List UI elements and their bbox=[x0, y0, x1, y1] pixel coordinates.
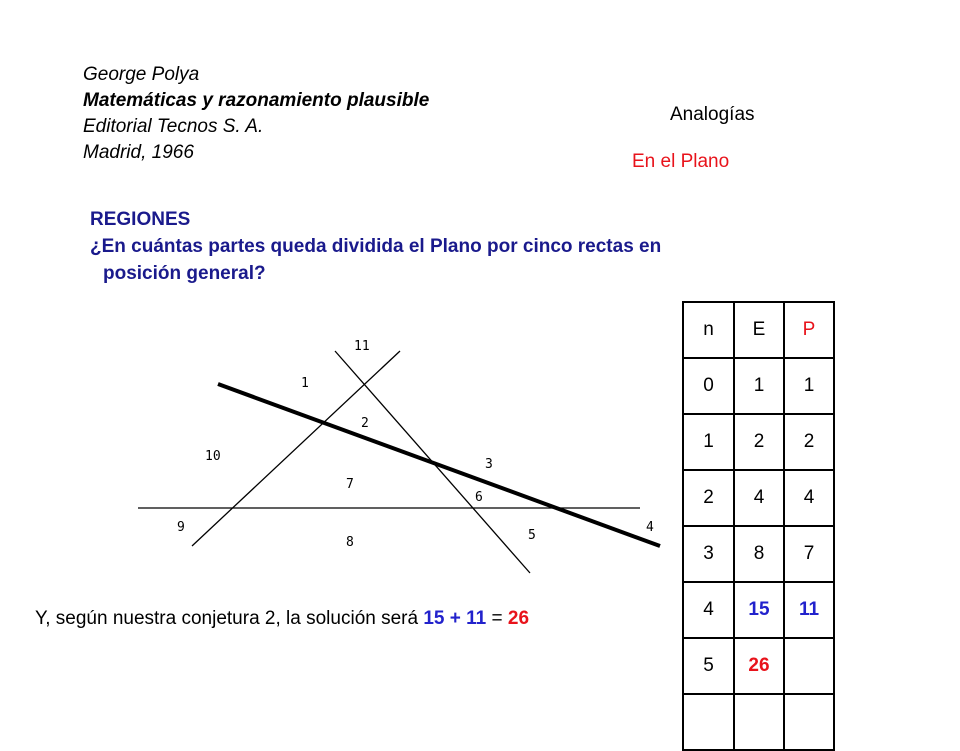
cell-empty bbox=[734, 694, 784, 750]
header-n: n bbox=[683, 302, 734, 358]
cell-e: 1 bbox=[734, 358, 784, 414]
cell-e-highlight: 15 bbox=[734, 582, 784, 638]
region-label-4: 4 bbox=[646, 520, 654, 535]
cell-n: 0 bbox=[683, 358, 734, 414]
problem-statement bbox=[90, 206, 661, 287]
cell-e-result: 26 bbox=[734, 638, 784, 694]
table-row bbox=[683, 470, 834, 526]
cell-p: 1 bbox=[784, 358, 834, 414]
line-thick-diagonal bbox=[218, 384, 660, 546]
region-label-7: 7 bbox=[346, 477, 354, 492]
cell-n: 3 bbox=[683, 526, 734, 582]
cell-p-highlight: 11 bbox=[784, 582, 834, 638]
sequence-table bbox=[682, 301, 835, 751]
table-row bbox=[683, 694, 834, 750]
header-p: P bbox=[784, 302, 834, 358]
line-steep-left bbox=[192, 351, 400, 546]
cell-n: 5 bbox=[683, 638, 734, 694]
table-row bbox=[683, 414, 834, 470]
table-row bbox=[683, 358, 834, 414]
conclusion-lead: Y, según nuestra conjetura 2, la solución será bbox=[35, 608, 424, 629]
conclusion-result: 26 bbox=[507, 608, 530, 629]
topic-heading: Analogías bbox=[670, 104, 755, 125]
table-header-row bbox=[683, 302, 834, 358]
cell-p: 4 bbox=[784, 470, 834, 526]
bibliographic-reference bbox=[83, 62, 429, 166]
region-label-10: 10 bbox=[205, 449, 221, 464]
region-label-6: 6 bbox=[475, 490, 483, 505]
reference-title: Matemáticas y razonamiento plausible bbox=[83, 90, 430, 111]
cell-p: 2 bbox=[784, 414, 834, 470]
cell-e: 8 bbox=[734, 526, 784, 582]
cell-p: 7 bbox=[784, 526, 834, 582]
problem-question-line1: ¿En cuántas partes queda dividida el Plano por cinco rectas en bbox=[90, 236, 662, 257]
region-label-3: 3 bbox=[485, 457, 493, 472]
region-label-9: 9 bbox=[177, 520, 185, 535]
problem-heading: REGIONES bbox=[90, 209, 191, 230]
cell-n: 2 bbox=[683, 470, 734, 526]
region-label-5: 5 bbox=[528, 528, 536, 543]
subtopic-heading: En el Plano bbox=[632, 151, 730, 172]
table-row bbox=[683, 526, 834, 582]
region-label-2: 2 bbox=[361, 416, 369, 431]
conclusion-term-b: 11 bbox=[466, 608, 487, 629]
region-label-1: 1 bbox=[301, 376, 309, 391]
cell-empty bbox=[683, 694, 734, 750]
cell-n: 1 bbox=[683, 414, 734, 470]
conclusion-equals: = bbox=[486, 608, 508, 629]
region-label-8: 8 bbox=[346, 535, 354, 550]
region-label-11: 11 bbox=[354, 339, 370, 354]
cell-n: 4 bbox=[683, 582, 734, 638]
table-row bbox=[683, 582, 834, 638]
reference-place-year: Madrid, 1966 bbox=[83, 142, 194, 163]
problem-question-line2: posición general? bbox=[103, 263, 266, 284]
table-row bbox=[683, 638, 834, 694]
reference-author: George Polya bbox=[83, 64, 200, 85]
conclusion-term-a: 15 bbox=[423, 608, 445, 629]
reference-publisher: Editorial Tecnos S. A. bbox=[83, 116, 264, 137]
cell-e: 4 bbox=[734, 470, 784, 526]
cell-empty bbox=[784, 694, 834, 750]
cell-e: 2 bbox=[734, 414, 784, 470]
lines-figure bbox=[130, 328, 670, 578]
header-e: E bbox=[734, 302, 784, 358]
conclusion-text bbox=[35, 608, 529, 630]
conclusion-plus: + bbox=[444, 608, 467, 629]
cell-p-empty bbox=[784, 638, 834, 694]
